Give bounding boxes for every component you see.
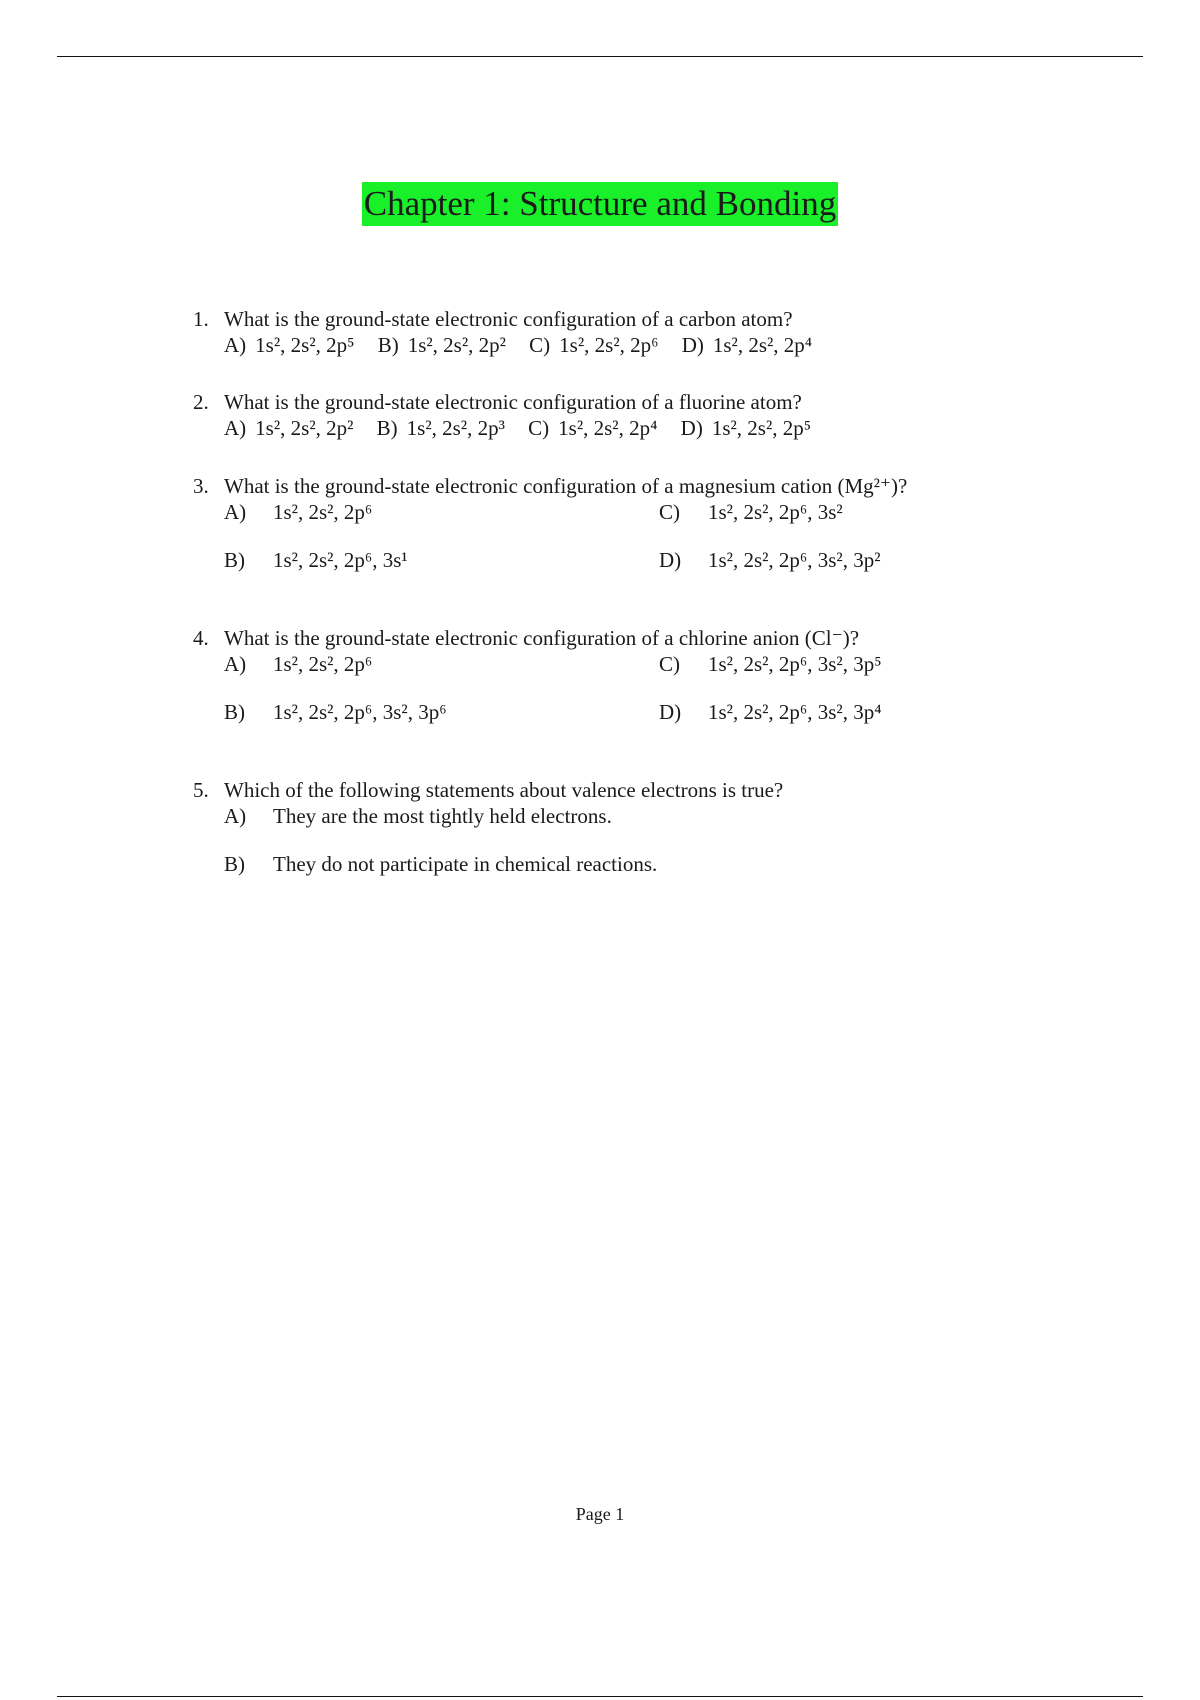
option-b: B) 1s², 2s², 2p² bbox=[377, 333, 506, 357]
option-d: D) 1s², 2s², 2p⁶, 3s², 3p² bbox=[659, 548, 881, 572]
page-footer bbox=[0, 1504, 1200, 1525]
option-a: A) They are the most tightly held electrons. bbox=[224, 804, 612, 828]
question-number: 5. bbox=[193, 778, 209, 802]
option-a: A) 1s², 2s², 2p⁶ bbox=[224, 500, 373, 524]
question-3 bbox=[193, 473, 984, 579]
option-b: B) 1s², 2s², 2p⁶, 3s², 3p⁶ bbox=[224, 700, 447, 724]
option-b: B) 1s², 2s², 2p³ bbox=[376, 416, 505, 440]
option-c: C) 1s², 2s², 2p⁶ bbox=[529, 333, 659, 357]
question-1 bbox=[193, 306, 830, 358]
option-c: C) 1s², 2s², 2p⁴ bbox=[528, 416, 658, 440]
bottom-rule bbox=[57, 1696, 1143, 1697]
question-number: 3. bbox=[193, 474, 209, 498]
question-text: Which of the following statements about valence electrons is true? bbox=[224, 778, 784, 802]
option-a: A) 1s², 2s², 2p² bbox=[224, 416, 354, 440]
question-number: 4. bbox=[193, 626, 209, 650]
options-grid bbox=[224, 651, 984, 731]
option-d: D) 1s², 2s², 2p⁴ bbox=[681, 333, 813, 357]
option-c: C) 1s², 2s², 2p⁶, 3s², 3p⁵ bbox=[659, 652, 882, 676]
option-d: D) 1s², 2s², 2p⁶, 3s², 3p⁴ bbox=[659, 700, 882, 724]
question-5 bbox=[193, 777, 783, 877]
question-number: 1. bbox=[193, 307, 209, 331]
options-row bbox=[224, 415, 829, 441]
option-d: D) 1s², 2s², 2p⁵ bbox=[680, 416, 812, 440]
options-grid bbox=[224, 499, 984, 579]
question-4 bbox=[193, 625, 984, 731]
page-number: Page 1 bbox=[575, 1504, 625, 1524]
top-rule bbox=[57, 56, 1143, 57]
option-b: B) They do not participate in chemical reactions. bbox=[224, 852, 658, 876]
options-row bbox=[224, 332, 830, 358]
option-a: A) 1s², 2s², 2p⁶ bbox=[224, 652, 373, 676]
question-text: What is the ground-state electronic configuration of a chlorine anion (Cl⁻)? bbox=[224, 626, 860, 650]
option-b: B) 1s², 2s², 2p⁶, 3s¹ bbox=[224, 548, 408, 572]
option-a: A) 1s², 2s², 2p⁵ bbox=[224, 333, 355, 357]
question-2 bbox=[193, 389, 829, 441]
chapter-title: Chapter 1: Structure and Bonding bbox=[362, 182, 838, 226]
question-text: What is the ground-state electronic configuration of a magnesium cation (Mg²⁺)? bbox=[224, 474, 908, 498]
title-container bbox=[0, 182, 1200, 226]
question-number: 2. bbox=[193, 390, 209, 414]
question-text: What is the ground-state electronic configuration of a fluorine atom? bbox=[224, 390, 802, 414]
option-c: C) 1s², 2s², 2p⁶, 3s² bbox=[659, 500, 843, 524]
question-text: What is the ground-state electronic configuration of a carbon atom? bbox=[224, 307, 793, 331]
